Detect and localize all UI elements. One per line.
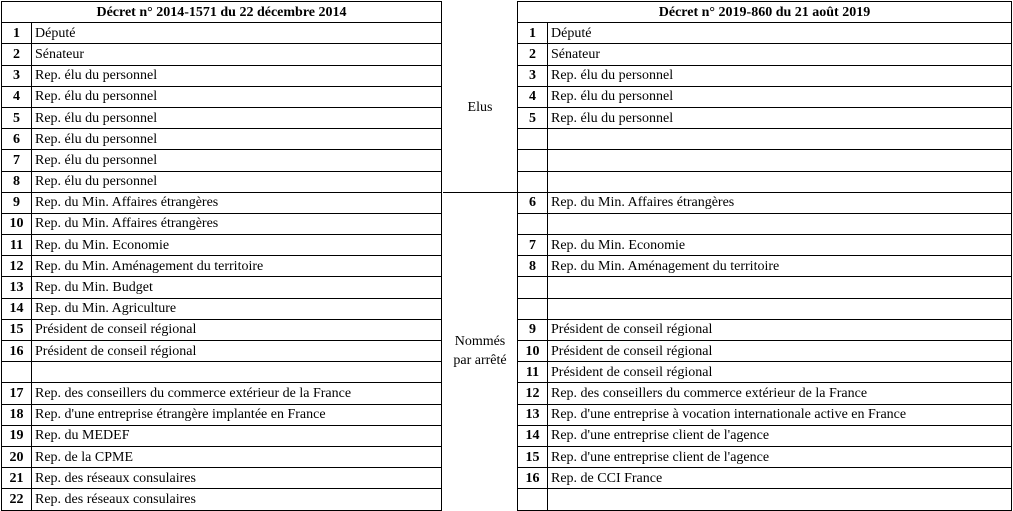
row-number: 6 [518, 192, 548, 213]
table-row [2, 86, 442, 107]
member-label: Rep. d'une entreprise client de l'agence [548, 446, 1012, 467]
table-row [2, 65, 442, 86]
right-table-body [518, 23, 1012, 510]
row-number: 8 [2, 171, 32, 192]
left-table-title: Décret n° 2014-1571 du 22 décembre 2014 [2, 2, 442, 23]
table-row [518, 425, 1012, 446]
member-label: Rep. du Min. Economie [548, 235, 1012, 256]
table-row [2, 383, 442, 404]
group-label-elus [443, 22, 517, 193]
member-label: Rep. des conseillers du commerce extérieur de la France [548, 383, 1012, 404]
row-number: 2 [518, 44, 548, 65]
row-number: 13 [2, 277, 32, 298]
table-row [518, 341, 1012, 362]
row-number: 19 [2, 425, 32, 446]
member-label: Rep. du MEDEF [32, 425, 442, 446]
table-row [2, 468, 442, 489]
member-label: Rep. de CCI France [548, 468, 1012, 489]
row-number: 1 [2, 23, 32, 44]
row-number: 10 [518, 341, 548, 362]
table-row [2, 319, 442, 340]
row-number [518, 489, 548, 510]
table-row [518, 446, 1012, 467]
table-row [518, 404, 1012, 425]
row-number [518, 171, 548, 192]
table-row [518, 171, 1012, 192]
member-label: Rep. des réseaux consulaires [32, 489, 442, 510]
nommes-label-line1: Nommés [454, 334, 506, 349]
row-number [518, 150, 548, 171]
nommes-label-line2: par arrêté [453, 353, 507, 368]
member-label [548, 298, 1012, 319]
row-number: 7 [2, 150, 32, 171]
table-row [518, 23, 1012, 44]
row-number: 3 [518, 65, 548, 86]
member-label: Rep. élu du personnel [32, 171, 442, 192]
member-label [548, 129, 1012, 150]
member-label: Sénateur [32, 44, 442, 65]
member-label: Député [548, 23, 1012, 44]
member-label: Rep. de la CPME [32, 446, 442, 467]
row-number: 18 [2, 404, 32, 425]
left-decree-table [1, 1, 442, 511]
table-row [518, 44, 1012, 65]
table-row [518, 277, 1012, 298]
member-label: Rep. élu du personnel [32, 150, 442, 171]
row-number: 5 [518, 107, 548, 128]
table-row [518, 107, 1012, 128]
member-label: Rep. du Min. Affaires étrangères [32, 192, 442, 213]
member-label: Rep. des réseaux consulaires [32, 468, 442, 489]
right-table-title: Décret n° 2019-860 du 21 août 2019 [518, 2, 1012, 23]
member-label: Rep. du Min. Agriculture [32, 298, 442, 319]
member-label [548, 150, 1012, 171]
table-row [2, 425, 442, 446]
member-label: Rep. élu du personnel [548, 107, 1012, 128]
member-label: Rep. d'une entreprise à vocation internationale active en France [548, 404, 1012, 425]
table-row [518, 362, 1012, 383]
table-row [518, 65, 1012, 86]
table-row [2, 150, 442, 171]
table-row [2, 277, 442, 298]
member-label: Député [32, 23, 442, 44]
row-number [518, 129, 548, 150]
member-label: Rep. d'une entreprise étrangère implantée en France [32, 404, 442, 425]
table-row [2, 341, 442, 362]
member-label: Sénateur [548, 44, 1012, 65]
table-row [2, 23, 442, 44]
table-row [518, 235, 1012, 256]
row-number: 11 [2, 235, 32, 256]
row-number: 13 [518, 404, 548, 425]
row-number [518, 213, 548, 234]
table-row [518, 319, 1012, 340]
table-row [2, 362, 442, 383]
left-table-body [2, 23, 442, 510]
row-number: 15 [2, 319, 32, 340]
table-row [2, 171, 442, 192]
member-label [548, 489, 1012, 510]
table-row [518, 489, 1012, 510]
member-label: Rep. élu du personnel [32, 86, 442, 107]
member-label [548, 213, 1012, 234]
table-row [518, 192, 1012, 213]
row-number: 9 [518, 319, 548, 340]
row-number: 14 [518, 425, 548, 446]
table-row [518, 383, 1012, 404]
row-number: 9 [2, 192, 32, 213]
member-label: Rep. du Min. Aménagement du territoire [32, 256, 442, 277]
row-number: 12 [2, 256, 32, 277]
row-number: 22 [2, 489, 32, 510]
member-label: Président de conseil régional [32, 319, 442, 340]
row-number: 16 [2, 341, 32, 362]
member-label: Rep. élu du personnel [32, 107, 442, 128]
table-row [2, 446, 442, 467]
row-number: 16 [518, 468, 548, 489]
table-row [2, 298, 442, 319]
table-row [2, 235, 442, 256]
row-number: 10 [2, 213, 32, 234]
row-number: 4 [518, 86, 548, 107]
member-label: Président de conseil régional [548, 341, 1012, 362]
row-number: 3 [2, 65, 32, 86]
row-number: 11 [518, 362, 548, 383]
table-row [518, 213, 1012, 234]
table-row [518, 86, 1012, 107]
table-row [518, 256, 1012, 277]
table-row [2, 129, 442, 150]
row-number [2, 362, 32, 383]
member-label: Rep. du Min. Affaires étrangères [548, 192, 1012, 213]
row-number: 15 [518, 446, 548, 467]
table-row [2, 213, 442, 234]
row-number: 7 [518, 235, 548, 256]
group-label-nommes [443, 193, 517, 509]
member-label: Rep. du Min. Budget [32, 277, 442, 298]
row-number: 14 [2, 298, 32, 319]
member-label: Rep. élu du personnel [32, 129, 442, 150]
member-label: Rep. du Min. Aménagement du territoire [548, 256, 1012, 277]
row-number [518, 298, 548, 319]
member-label [548, 171, 1012, 192]
row-number: 1 [518, 23, 548, 44]
table-row [2, 107, 442, 128]
row-number: 6 [2, 129, 32, 150]
row-number: 2 [2, 44, 32, 65]
member-label: Rep. élu du personnel [32, 65, 442, 86]
row-number: 12 [518, 383, 548, 404]
row-number: 4 [2, 86, 32, 107]
member-label [548, 277, 1012, 298]
member-label: Rep. du Min. Economie [32, 235, 442, 256]
table-row [518, 129, 1012, 150]
member-label: Rep. d'une entreprise client de l'agence [548, 425, 1012, 446]
member-label: Rep. des conseillers du commerce extérieur de la France [32, 383, 442, 404]
member-label: Rep. du Min. Affaires étrangères [32, 213, 442, 234]
right-decree-table [517, 1, 1012, 511]
row-number: 5 [2, 107, 32, 128]
member-label: Président de conseil régional [548, 362, 1012, 383]
member-label: Président de conseil régional [32, 341, 442, 362]
row-number: 8 [518, 256, 548, 277]
table-row [518, 298, 1012, 319]
row-number: 17 [2, 383, 32, 404]
table-row [2, 489, 442, 510]
row-number: 20 [2, 446, 32, 467]
table-row [2, 404, 442, 425]
table-row [2, 44, 442, 65]
member-label: Rep. élu du personnel [548, 65, 1012, 86]
table-row [2, 256, 442, 277]
member-label: Rep. élu du personnel [548, 86, 1012, 107]
elus-label: Elus [467, 99, 493, 115]
row-number [518, 277, 548, 298]
table-row [518, 468, 1012, 489]
member-label: Président de conseil régional [548, 319, 1012, 340]
member-label [32, 362, 442, 383]
row-number: 21 [2, 468, 32, 489]
table-row [518, 150, 1012, 171]
table-row [2, 192, 442, 213]
